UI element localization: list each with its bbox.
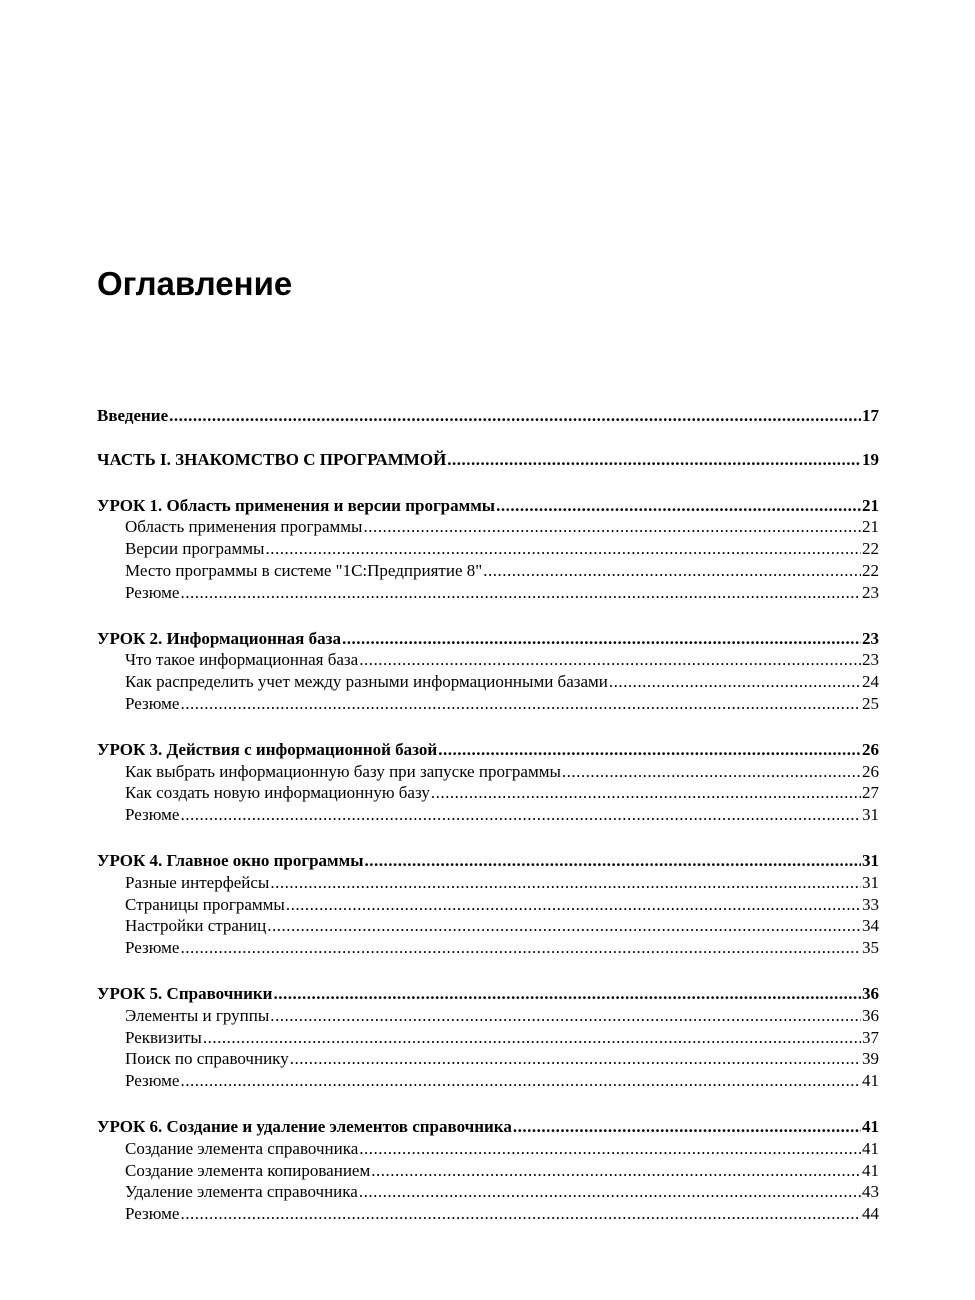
toc-item-page: 41 <box>862 1071 879 1091</box>
toc-lesson-label: УРОК 1. Область применения и версии программы <box>97 495 496 515</box>
toc-item-label: Поиск по справочнику <box>125 1049 289 1069</box>
toc-item[interactable] <box>97 872 879 894</box>
toc-item[interactable] <box>97 761 879 783</box>
toc-item-label: Версии программы <box>125 539 265 559</box>
toc-item-label: Место программы в системе "1С:Предприятие 8" <box>125 560 483 580</box>
toc-item[interactable] <box>97 1160 879 1182</box>
dot-leader <box>180 937 861 959</box>
dot-leader <box>180 582 861 604</box>
toc-lesson-page: 31 <box>862 850 879 870</box>
toc-lesson-page: 36 <box>862 983 879 1003</box>
dot-leader <box>267 915 861 937</box>
toc-item-page: 36 <box>862 1005 879 1025</box>
toc-item-page: 41 <box>862 1160 879 1180</box>
dot-leader <box>513 1116 861 1138</box>
toc-item-page: 33 <box>862 894 879 914</box>
toc-item-page: 25 <box>862 693 879 713</box>
toc-item-page: 44 <box>862 1204 879 1224</box>
toc-entry-label: Введение <box>97 406 169 425</box>
toc-item[interactable] <box>97 915 879 937</box>
toc-item[interactable] <box>97 1070 879 1092</box>
toc-item-label: Резюме <box>125 1204 180 1224</box>
toc-item-page: 35 <box>862 938 879 958</box>
toc-item-label: Создание элемента копированием <box>125 1160 371 1180</box>
toc-item-label: Элементы и группы <box>125 1005 270 1025</box>
dot-leader <box>483 560 861 582</box>
toc-item[interactable] <box>97 1048 879 1070</box>
dot-leader <box>609 671 861 693</box>
page-title: Оглавление <box>97 265 293 302</box>
toc-item[interactable] <box>97 671 879 693</box>
toc-item-label: Удаление элемента справочника <box>125 1182 358 1202</box>
toc-item-label: Как создать новую информационную базу <box>125 783 430 803</box>
dot-leader <box>180 804 861 826</box>
toc-item-page: 34 <box>862 916 879 936</box>
dot-leader <box>169 405 861 427</box>
toc-item[interactable] <box>97 1138 879 1160</box>
toc-lesson-page: 26 <box>862 739 879 759</box>
toc-lesson-label: УРОК 2. Информационная база <box>97 628 341 648</box>
toc-item[interactable] <box>97 516 879 538</box>
toc-lesson-label: УРОК 4. Главное окно программы <box>97 850 364 870</box>
dot-leader <box>290 1048 861 1070</box>
toc-lesson-label: УРОК 3. Действия с информационной базой <box>97 739 438 759</box>
toc-item-page: 31 <box>862 872 879 892</box>
toc-item[interactable] <box>97 538 879 560</box>
dot-leader <box>359 1181 861 1203</box>
toc-item-label: Разные интерфейсы <box>125 872 270 892</box>
dot-leader <box>431 782 861 804</box>
dot-leader <box>273 983 861 1005</box>
toc-entry-page: 17 <box>862 406 879 425</box>
toc-item[interactable] <box>97 582 879 604</box>
toc-item-label: Что такое информационная база <box>125 650 359 670</box>
toc-item-page: 23 <box>862 582 879 602</box>
toc-item-label: Как выбрать информационную базу при запуске программы <box>125 761 561 781</box>
toc-lesson-2[interactable] <box>97 628 879 650</box>
toc-item-label: Как распределить учет между разными информационными базами <box>125 672 608 692</box>
dot-leader <box>286 894 861 916</box>
toc-item[interactable] <box>97 560 879 582</box>
toc-lesson-page: 23 <box>862 628 879 648</box>
toc-item-label: Резюме <box>125 1071 180 1091</box>
dot-leader <box>562 761 861 783</box>
toc-lesson-4[interactable] <box>97 850 879 872</box>
toc-item[interactable] <box>97 1203 879 1225</box>
toc-item[interactable] <box>97 782 879 804</box>
dot-leader <box>180 1203 861 1225</box>
toc-lesson-3[interactable] <box>97 739 879 761</box>
toc-item-label: Резюме <box>125 693 180 713</box>
toc-lesson-6[interactable] <box>97 1116 879 1138</box>
toc-item-page: 22 <box>862 539 879 559</box>
dot-leader <box>359 649 861 671</box>
toc-item-label: Резюме <box>125 938 180 958</box>
dot-leader <box>203 1027 861 1049</box>
toc-item-page: 39 <box>862 1049 879 1069</box>
dot-leader <box>359 1138 861 1160</box>
toc-item-label: Резюме <box>125 582 180 602</box>
toc-item-page: 37 <box>862 1027 879 1047</box>
toc-item-label: Резюме <box>125 805 180 825</box>
toc-item-page: 43 <box>862 1182 879 1202</box>
toc-item[interactable] <box>97 894 879 916</box>
toc-lesson-5[interactable] <box>97 983 879 1005</box>
toc-item-label: Настройки страниц <box>125 916 267 936</box>
toc-lesson-label: УРОК 5. Справочники <box>97 983 273 1003</box>
toc-item-label: Создание элемента справочника <box>125 1138 359 1158</box>
toc-item[interactable] <box>97 649 879 671</box>
dot-leader <box>371 1160 861 1182</box>
toc-item[interactable] <box>97 1027 879 1049</box>
toc-item-page: 22 <box>862 560 879 580</box>
dot-leader <box>180 1070 861 1092</box>
toc-item[interactable] <box>97 937 879 959</box>
toc-entry-intro[interactable] <box>97 405 879 427</box>
toc-entry-page: 19 <box>862 449 879 469</box>
toc-item-page: 21 <box>862 517 879 537</box>
toc-item-page: 27 <box>862 783 879 803</box>
dot-leader <box>447 449 861 471</box>
toc-item[interactable] <box>97 693 879 715</box>
table-of-contents <box>97 405 879 1225</box>
dot-leader <box>270 1005 861 1027</box>
dot-leader <box>363 516 861 538</box>
toc-item[interactable] <box>97 804 879 826</box>
toc-item-label: Страницы программы <box>125 894 285 914</box>
toc-entry-label: ЧАСТЬ I. ЗНАКОМСТВО С ПРОГРАММОЙ <box>97 449 447 469</box>
toc-item[interactable] <box>97 1005 879 1027</box>
dot-leader <box>265 538 861 560</box>
toc-lesson-label: УРОК 6. Создание и удаление элементов справочника <box>97 1116 512 1136</box>
dot-leader <box>270 872 861 894</box>
toc-item-page: 26 <box>862 761 879 781</box>
dot-leader <box>180 693 861 715</box>
dot-leader <box>364 850 861 872</box>
toc-item[interactable] <box>97 1181 879 1203</box>
toc-entry-part1[interactable] <box>97 449 879 471</box>
toc-item-label: Реквизиты <box>125 1027 202 1047</box>
toc-item-page: 23 <box>862 650 879 670</box>
toc-item-label: Область применения программы <box>125 517 363 537</box>
toc-item-page: 24 <box>862 672 879 692</box>
toc-item-page: 31 <box>862 805 879 825</box>
dot-leader <box>496 495 861 517</box>
toc-lesson-page: 21 <box>862 495 879 515</box>
toc-item-page: 41 <box>862 1138 879 1158</box>
toc-lesson-1[interactable] <box>97 495 879 517</box>
toc-lesson-page: 41 <box>862 1116 879 1136</box>
dot-leader <box>342 628 861 650</box>
dot-leader <box>438 739 861 761</box>
